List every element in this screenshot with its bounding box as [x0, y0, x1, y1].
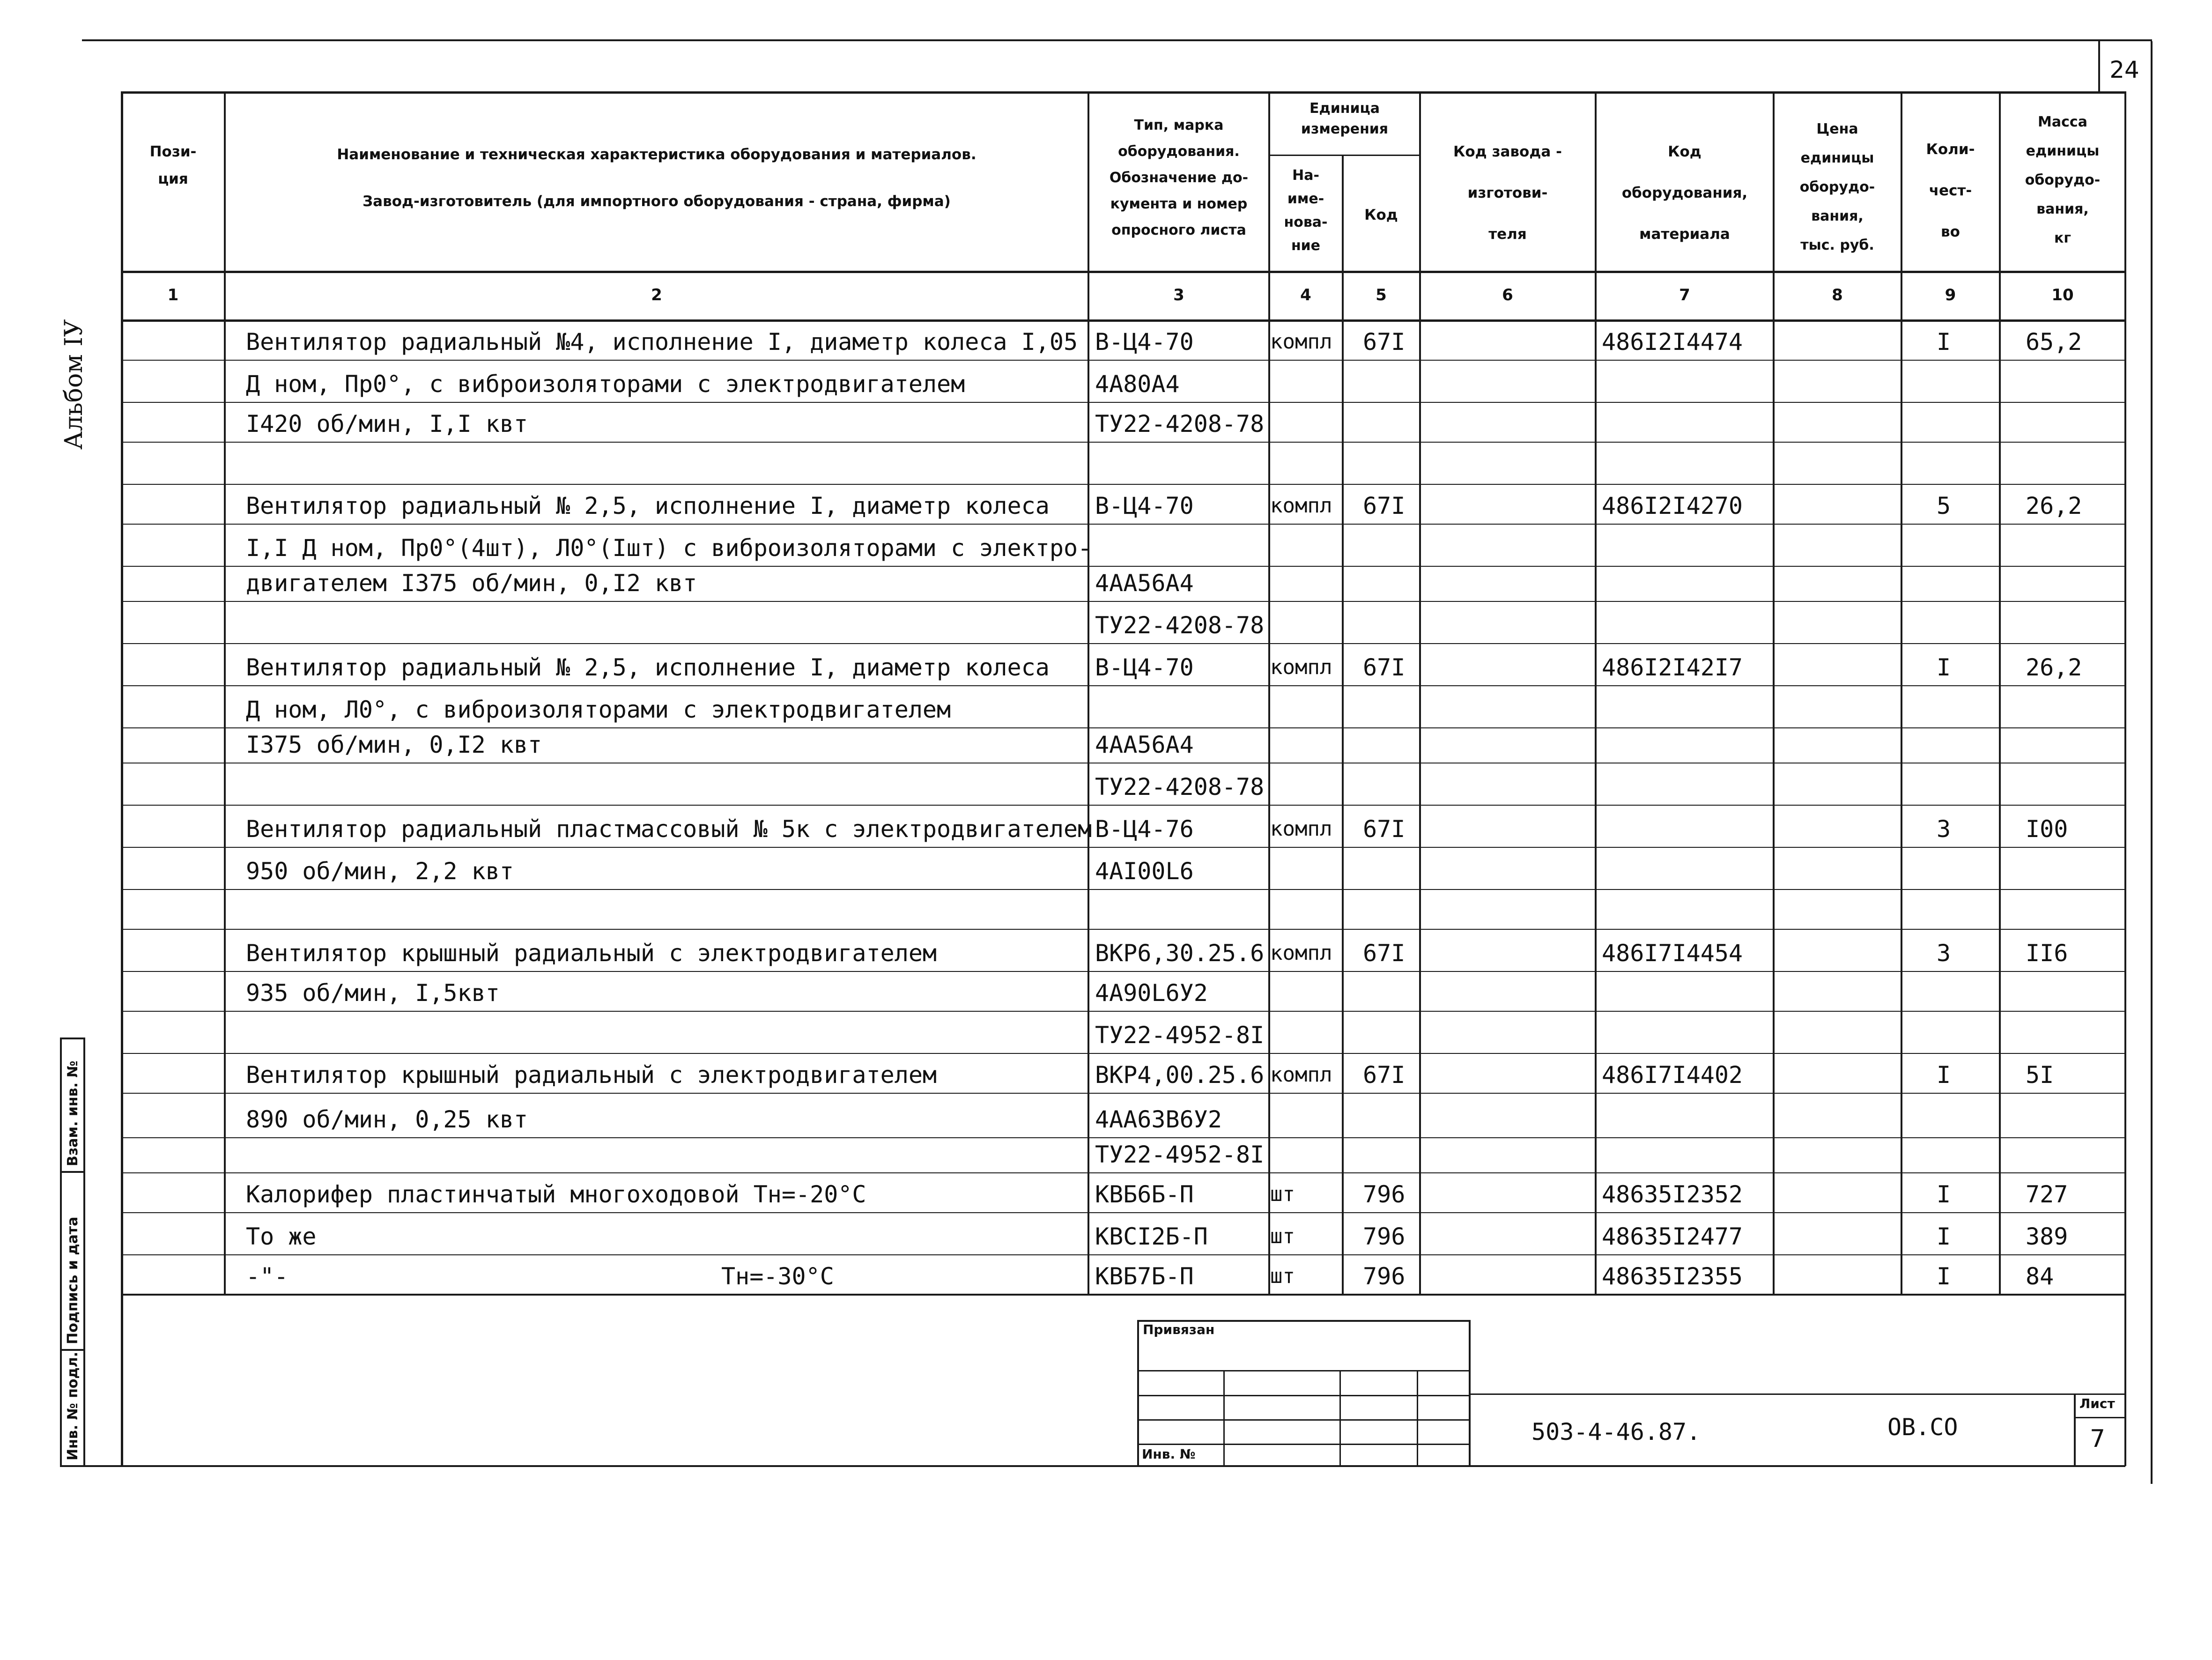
row-unit-code: 67I [1363, 492, 1406, 519]
page-box-left [2098, 41, 2100, 94]
row-unit: компл [1270, 817, 1332, 841]
row-unit-code: 796 [1363, 1263, 1406, 1290]
page-box-right [2151, 41, 2153, 1484]
header-type: Тип, марка оборудования. Обозначение до- кумента и номер опросного листа [1109, 117, 1249, 238]
row-separator [121, 524, 2125, 525]
row-type: ТУ22-4208-78 [1095, 410, 1265, 437]
row-equip-code: 48635I2477 [1602, 1223, 1743, 1250]
row-type: 4АА56А4 [1095, 731, 1194, 758]
header-unit-group: Единица измерения [1301, 100, 1389, 137]
row-type: В-Ц4-70 [1095, 328, 1194, 356]
row-mass: II6 [2026, 940, 2068, 967]
row-type: ТУ22-4952-8I [1095, 1022, 1265, 1049]
row-type: 4АI00L6 [1095, 858, 1194, 885]
row-type: 4АА63В6У2 [1095, 1106, 1222, 1133]
colnum-5: 5 [1376, 286, 1387, 304]
row-unit-code: 67I [1363, 815, 1406, 843]
row-type: В-Ц4-70 [1095, 492, 1194, 519]
side-inv-podl: Инв. № подл. [65, 1351, 81, 1460]
row-unit: шт [1270, 1224, 1295, 1248]
row-equip-code: 486I2I4474 [1602, 328, 1743, 356]
row-separator [121, 601, 2125, 602]
page-number: 24 [2109, 56, 2139, 83]
row-separator [121, 889, 2125, 890]
row-separator [121, 1254, 2125, 1255]
row-mass: I00 [2026, 815, 2068, 843]
row-qty: 3 [1936, 815, 1951, 843]
row-separator [121, 1212, 2125, 1213]
row-name: 935 об/мин, I,5квт [246, 979, 500, 1007]
row-unit-code: 67I [1363, 328, 1406, 356]
row-separator [121, 727, 2125, 728]
row-qty: I [1936, 328, 1951, 356]
row-unit: шт [1270, 1182, 1295, 1206]
row-equip-code: 486I2I4270 [1602, 492, 1743, 519]
row-equip-code: 48635I2352 [1602, 1181, 1743, 1208]
top-rule [82, 39, 2152, 41]
stamp-section: ОВ.СО [1887, 1414, 1958, 1441]
row-name: 950 об/мин, 2,2 квт [246, 858, 514, 885]
row-equip-code: 486I2I42I7 [1602, 654, 1743, 681]
row-mass: 65,2 [2026, 328, 2082, 356]
colnum-3: 3 [1173, 286, 1184, 304]
row-name: Калорифер пластинчатый многоходовой Тн=-20°С [246, 1181, 866, 1208]
colnum-7: 7 [1679, 286, 1690, 304]
row-equip-code: 486I7I4402 [1602, 1061, 1743, 1089]
row-qty: I [1936, 1223, 1951, 1250]
colnum-2: 2 [651, 286, 662, 304]
row-name: Вентилятор радиальный № 2,5, исполнение I, диаметр колеса [246, 654, 1050, 681]
header-position: Пози- ция [149, 143, 197, 187]
row-type: КВБ6Б-П [1095, 1181, 1194, 1208]
row-type: ВКР4,00.25.6 [1095, 1061, 1265, 1089]
row-type: 4АА56А4 [1095, 570, 1194, 597]
stamp-sheet-number: 7 [2090, 1425, 2106, 1453]
side-vzam: Взам. инв. № [65, 1060, 81, 1166]
header-unit-name: На- име- нова- ние [1284, 167, 1328, 254]
row-mass: 26,2 [2026, 654, 2082, 681]
row-type: 4А80А4 [1095, 371, 1180, 398]
colnum-8: 8 [1832, 286, 1843, 304]
row-type: В-Ц4-76 [1095, 815, 1194, 843]
row-qty: I [1936, 654, 1951, 681]
row-separator [121, 685, 2125, 686]
row-type: ТУ22-4208-78 [1095, 773, 1265, 800]
row-type: КВСI2Б-П [1095, 1223, 1208, 1250]
row-name: Д ном, Пр0°, с виброизоляторами с электродвигателем [246, 371, 965, 398]
row-equip-code: 486I7I4454 [1602, 940, 1743, 967]
row-mass: 5I [2026, 1061, 2054, 1089]
row-qty: I [1936, 1263, 1951, 1290]
row-separator [121, 847, 2125, 848]
row-separator [121, 484, 2125, 485]
stamp-sheet-label: Лист [2079, 1396, 2115, 1411]
row-name: двигателем I375 об/мин, 0,I2 квт [246, 570, 697, 597]
row-qty: I [1936, 1181, 1951, 1208]
row-type: КВБ7Б-П [1095, 1263, 1194, 1290]
row-equip-code: 48635I2355 [1602, 1263, 1743, 1290]
row-unit: компл [1270, 1063, 1332, 1087]
stamp-inv-label: Инв. № [1142, 1446, 1196, 1462]
row-unit: шт [1270, 1264, 1295, 1288]
row-unit: компл [1270, 330, 1332, 354]
row-separator [121, 1053, 2125, 1054]
row-name: Вентилятор радиальный № 2,5, исполнение I, диаметр колеса [246, 492, 1050, 519]
row-name: То же [246, 1223, 317, 1250]
row-mass: 389 [2026, 1223, 2068, 1250]
row-name: Вентилятор крышный радиальный с электродвигателем [246, 1061, 937, 1089]
row-name: I420 об/мин, I,I квт [246, 410, 528, 437]
colnum-4: 4 [1300, 286, 1311, 304]
row-name: 890 об/мин, 0,25 квт [246, 1106, 528, 1133]
row-name: I375 об/мин, 0,I2 квт [246, 731, 542, 758]
row-separator [121, 442, 2125, 443]
row-qty: 3 [1936, 940, 1951, 967]
row-type: ВКР6,30.25.6 [1095, 940, 1265, 967]
row-unit-code: 67I [1363, 1061, 1406, 1089]
row-unit: компл [1270, 494, 1332, 518]
row-separator [121, 805, 2125, 806]
row-name: Вентилятор крышный радиальный с электродвигателем [246, 940, 937, 967]
row-separator [121, 566, 2125, 567]
row-unit: компл [1270, 941, 1332, 965]
row-separator [121, 971, 2125, 972]
row-separator [121, 929, 2125, 930]
row-unit-code: 67I [1363, 654, 1406, 681]
header-price: Цена единицы оборудо- вания, тыс. руб. [1799, 121, 1875, 253]
colnum-9: 9 [1945, 286, 1956, 304]
row-unit: компл [1270, 655, 1332, 679]
header-equip-code: Код оборудования, материала [1621, 143, 1748, 243]
header-name: Наименование и техническая характеристика оборудования и материалов. Завод-изготовитель (для импортного оборудования - страна, фирма) [337, 146, 977, 210]
row-mass: 26,2 [2026, 492, 2082, 519]
side-podpis: Подпись и дата [65, 1216, 81, 1344]
row-name: Вентилятор радиальный пластмассовый № 5к с электродвигателем [246, 815, 1092, 843]
header-quantity: Коли- чест- во [1926, 141, 1975, 240]
stamp-privyazan: Привязан [1143, 1322, 1215, 1337]
row-separator [121, 1011, 2125, 1012]
header-unit-code: Код [1364, 207, 1398, 223]
header-mass: Масса единицы оборудо- вания, кг [2025, 114, 2101, 246]
row-name: Вентилятор радиальный №4, исполнение I, диаметр колеса I,05 [246, 328, 1078, 356]
row-type: В-Ц4-70 [1095, 654, 1194, 681]
album-label: Альбом IУ [60, 319, 88, 450]
row-type: ТУ22-4952-8I [1095, 1141, 1265, 1168]
row-separator [121, 1093, 2125, 1094]
row-separator [121, 402, 2125, 403]
colnum-1: 1 [167, 286, 179, 304]
row-separator [121, 643, 2125, 644]
row-unit-code: 67I [1363, 940, 1406, 967]
colnum-10: 10 [2051, 286, 2074, 304]
row-name: Д ном, Л0°, с виброизоляторами с электродвигателем [246, 696, 951, 723]
colnum-6: 6 [1502, 286, 1513, 304]
row-separator [121, 1172, 2125, 1173]
row-type: 4А90L6У2 [1095, 979, 1208, 1007]
stamp-doc-code: 503-4-46.87. [1531, 1418, 1701, 1445]
row-type: ТУ22-4208-78 [1095, 612, 1265, 639]
header-plant-code: Код завода - изготови- теля [1453, 143, 1562, 243]
row-qty: I [1936, 1061, 1951, 1089]
row-name: -"- [246, 1263, 289, 1290]
row-qty: 5 [1936, 492, 1951, 519]
row-name: I,I Д ном, Пр0°(4шт), Л0°(Iшт) с виброизоляторами с электро- [246, 534, 1092, 562]
row-unit-code: 796 [1363, 1181, 1406, 1208]
row-separator [121, 360, 2125, 361]
row-mass: 84 [2026, 1263, 2054, 1290]
row-separator [121, 1137, 2125, 1138]
row-mass: 727 [2026, 1181, 2068, 1208]
row-unit-code: 796 [1363, 1223, 1406, 1250]
row-name-extra: Тн=-30°С [721, 1263, 834, 1290]
